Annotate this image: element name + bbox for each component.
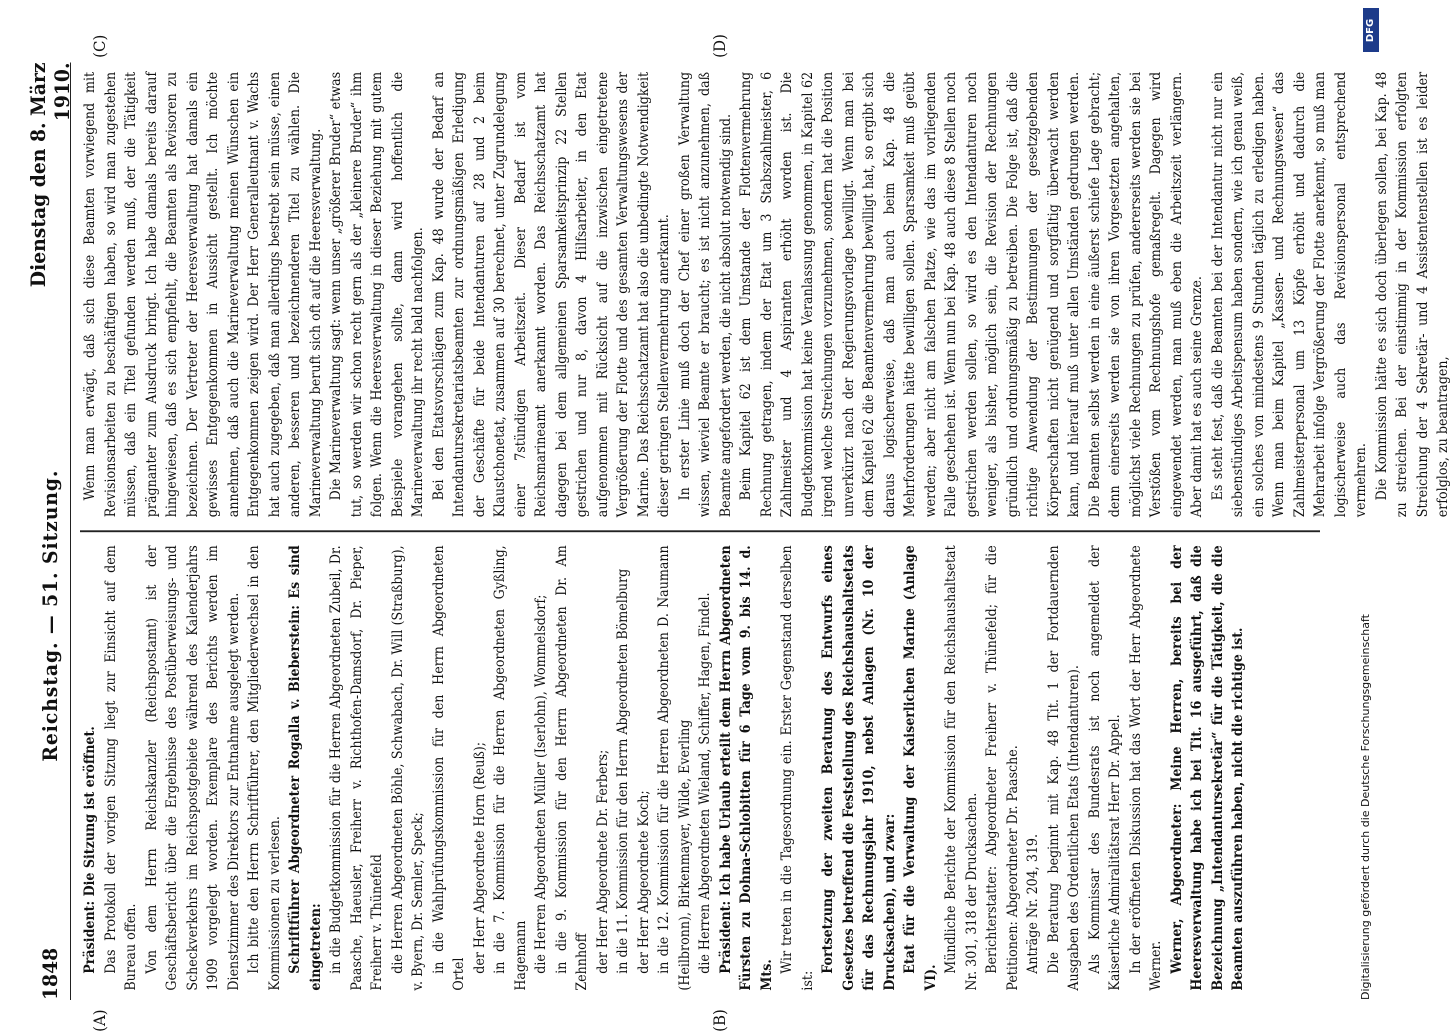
paragraph: In erster Linie muß doch der Chef einer großen Verwaltung wissen, wieviel Beamte er braucht; es ist nicht anzunehmen, daß Beamte angefordert werden, die nicht absolut notwendig sind. [676,71,734,518]
paragraph: Von dem Herrn Reichskanzler (Reichspostamt) ist der Geschäftsbericht über die Ergebnisse des Postüberweisungs- und Scheckverkehrs im Reichspostgebiete während des Kalenderjahrs 1909 vorgelegt worden. Exemplare des Berichts werden im Dienstzimmer des Direktors zur Entnahme ausgelegt werden. [143,545,242,991]
paragraph: in die 12. Kommission für die Herren Abgeordneten D. Naumann (Heilbronn), Birkenmayer, Wilde, Everling [656,545,693,991]
paragraph: der Herr Abgeordnete Dr. Ferbers; [594,749,611,974]
paragraph: Werner, Abgeordneter: Meine Herren, bereits bei der Heeresverwaltung habe ich bei Tit. 16 ausgeführt, daß die Bezeichnung „Intendantursekretär“ für die Tätigkeit, die die Beamten auszuführen haben, nicht die richtige ist. [1168,545,1246,991]
paragraph: Bei den Etatsvorschlägen zum Kap. 48 wurde der Bedarf an Intendantursekretariatsbeamten zur ordnungsmäßigen Erledigung der Geschäfte für beide Intendanturen auf 28 und 2 beim Klaustchonetat, zusammen auf 30 berechnet, unter Zugrundelegung einer 7stündigen Arbeitszeit. Dieser Bedarf ist vom Reichsmarineamt anerkannt worden. Das Reichsschatzamt hat dagegen bei dem allgemeinen Sparsamkeitsprinzip 22 Stellen gestrichen und nur 8, davon 4 Hilfsarbeiter, in den Etat aufgenommen mit Rücksicht auf die inzwischen eingetretene Vergrößerung der Flotte und des gesamten Verwaltungswesens der Marine. Das Reichsschatzamt hat also die unbedingte Notwendigkeit dieser geringen Stellenvermehrung anerkannt. [430,71,672,518]
paragraph: Etat für die Verwaltung der Kaiserlichen Marine (Anlage VI). [902,545,939,991]
paragraph: der Herr Abgeordnete Horn (Reuß); [471,741,488,974]
margin-mark-b: (B) [710,1009,729,1032]
paragraph: Anträge Nr. 204, 319. [1025,833,1041,974]
paragraph: Wenn man erwägt, daß sich diese Beamten vorwiegend mit Revisionsarbeiten zu beschäftigen haben, so wird man zugestehen müssen, daß ein Titel gefunden werden muß, der die Tätigkeit prägnanter zum Ausdruck bringt. Ich habe damals bereits darauf hingewiesen, daß es sich empfiehlt, die Beamten als Revisoren zu bezeichnen. Der Vertreter der Heeresverwaltung hat damals ein gewisses Entgegenkommen in Aussicht gestellt. Ich möchte annehmen, daß auch die Marineverwaltung meinen Wünschen ein Entgegenkommen zeigen wird. Der Herr Generalleutnant v. Wachs hat auch zugegeben, daß man allerdings bestrebt sein müsse, einen anderen, besseren und bezeichnenderen Titel zu wählen. Die Marineverwaltung beruft sich oft auf die Heeresverwaltung. [82,71,324,518]
paragraph: in die 7. Kommission für die Herren Abgeordneten Gyßling, Hagemann [492,545,529,991]
paragraph: in die Budgetkommission für die Herren Abgeordneten Zubeil, Dr. Paasche, Haeusler, Freiherr v. Richthofen-Damsdorf, Dr. Pieper, Freiherr v. Thünefeld [328,545,385,991]
paragraph: Die Marineverwaltung sagt: wenn unser „größerer Bruder“ etwas tut, so werden wir schon recht gern als der „kleinere Bruder“ ihm folgen. Wenn die Heeresverwaltung in dieser Beziehung mit gutem Beispiele vorangehen sollte, dann wird hoffentlich die Marineverwaltung ihr recht bald nachfolgen. [328,71,426,518]
paragraph: Die Kommission hätte es sich doch überlegen sollen, bei Kap. 48 zu streichen. Bei der einstimmig in der Kommission erfolgten Streichung der 4 Sekretär- und 4 Assistentenstellen ist es leider erfolglos, zu beantragen, [1373,71,1451,518]
margin-mark-a: (A) [90,1009,109,1032]
paragraph: die Herren Abgeordneten Böhle, Schwabach, Dr. Will (Straßburg), v. Byern, Dr. Semler, Speck; [389,545,426,991]
paragraph: Präsident: Ich habe Urlaub erteilt dem Herrn Abgeordneten Fürsten zu Dohna-Schlobitten für 6 Tage vom 9. bis 14. d. Mts. [717,545,775,991]
dfg-logo: DFG [1363,8,1379,52]
paragraph: Das Protokoll der vorigen Sitzung liegt zur Einsicht auf dem Bureau offen. [102,545,139,991]
paragraph: Schriftführer Abgeordneter Rogalla v. Bieberstein: Es sind eingetreten: [287,545,324,991]
page-header [26,62,74,1001]
paragraph: Ich bitte den Herrn Schriftführer, den Mitgliederwechsel in den Kommissionen zu verlesen. [246,545,283,991]
paragraph: die Herren Abgeordneten Wieland, Schiffer, Hagen, Findel. [697,592,713,974]
session-date: Dienstag den 8. März 1910. [26,62,74,288]
paragraph: In der eröffneten Diskussion hat das Wort der Herr Abgeordnete Werner. [1127,545,1164,991]
page-number: 1848 [38,947,62,1000]
column-rule [80,530,1320,532]
left-column [80,536,1320,1000]
paragraph: Wir treten in die Tagesordnung ein. Erster Gegenstand derselben ist: [779,545,816,991]
paragraph: Beim Kapitel 62 ist dem Umstande der Flottenvermehrung Rechnung getragen, indem der Etat um 3 Stabszahlmeister, 6 Zahlmeister und 4 Aspiranten erhöht worden ist. Die Budgetkommission hat keine Veranlassung genommen, in Kapitel 62 irgend welche Streichungen vorzunehmen, sondern hat die Position unverkürzt nach der Regierungsvorlage bewilligt. Wenn man bei dem Kapitel 62 die Beamtenvermehrung bewilligt hat, so ergibt sich daraus logischerweise, daß man auch beim Kap. 48 die Mehrforderungen hätte bewilligen sollen. Sparsamkeit muß geübt werden; aber nicht am falschen Platze, wie das im vorliegenden Falle geschehen ist. Wenn nun bei Kap. 48 auch diese 8 Stellen noch gestrichen werden sollen, so wird es den Intendanturen noch weniger, als bisher, möglich sein, die Revision der Rechnungen gründlich und ordnungsmäßig zu betreiben. Die Folge ist, daß die richtige Anwendung der Bestimmungen der gesetzgebenden Körperschaften nicht genügend und sorgfältig überwacht werden kann, und hierauf muß unter allen Umständen gedrungen werden. Die Beamten selbst werden in eine äußerst schiefe Lage gebracht; denn einerseits werden sie von ihren Vorgesetzten angehalten, möglichst viele Rechnungen zu prüfen, andererseits werden sie bei Verstößen vom Rechnungshofe gemaßregelt. Dagegen wird eingewendet werden, man muß eben die Arbeitszeit verlängern. Aber damit hat es auch seine Grenze. [738,71,1205,518]
paragraph: Als Kommissar des Bundesrats ist noch angemeldet der Kaiserliche Admiralitätsrat Herr Dr. Appel. [1086,545,1123,991]
paragraph: der Herr Abgeordnete Koch; [635,790,652,974]
margin-mark-d: (D) [710,34,729,58]
paragraph: Fortsetzung der zweiten Beratung des Entwurfs eines Gesetzes betreffend die Feststellung des Reichshaushaltsetats für das Rechnungsjahr 1910, nebst Anlagen (Nr. 10 der Drucksachen), und zwar: [820,545,898,991]
paragraph: in die 9. Kommission für den Herrn Abgeordneten Dr. Am Zehnhoff [553,545,590,991]
right-column [80,62,1451,526]
paragraph: in die 11. Kommission für den Herrn Abgeordneten Bömelburg [615,568,631,974]
paragraph: in die Wahlprüfungskommission für den Herrn Abgeordneten Ortel [430,545,467,991]
credit-text: Digitalisierung gefördert durch die Deutsche Forschungsgemeinschaft [1359,614,1372,1000]
paragraph: Berichterstatter: Abgeordneter Freiherr v. Thünefeld; für die Petitionen: Abgeordneter Dr. Paasche. [984,545,1021,991]
paragraph: Es steht fest, daß die Beamten bei der Intendantur nicht nur ein siebenstündiges Arbeitspensum haben sondern, wie ich genau weiß, ein solches von mindestens 9 Stunden täglich zu erledigen haben. Wenn man beim Kapitel „Kassen- und Rechnungswesen“ das Zahlmeisterpersonal um 13 Köpfe erhöht und dadurch die Mehrarbeit infolge Vergrößerung der Flotte anerkennt, so muß man logischerweise auch das Revisionspersonal entsprechend vermehren. [1209,71,1369,518]
paragraph: Mündliche Berichte der Kommission für den Reichshaushaltsetat Nr. 301, 318 der Drucksachen. [943,545,980,991]
paragraph: Präsident: Die Sitzung ist eröffnet. [82,726,98,974]
margin-mark-c: (C) [90,34,109,58]
page-title: Reichstag. — 51. Sitzung. [38,469,62,762]
paragraph: die Herren Abgeordneten Müller (Iserlohn), Wommelsdorf; [533,594,549,974]
paragraph: Die Beratung beginnt mit Kap. 48 Tit. 1 der Fortdauernden Ausgaben des Ordentlichen Etats (Intendanturen). [1045,545,1082,991]
